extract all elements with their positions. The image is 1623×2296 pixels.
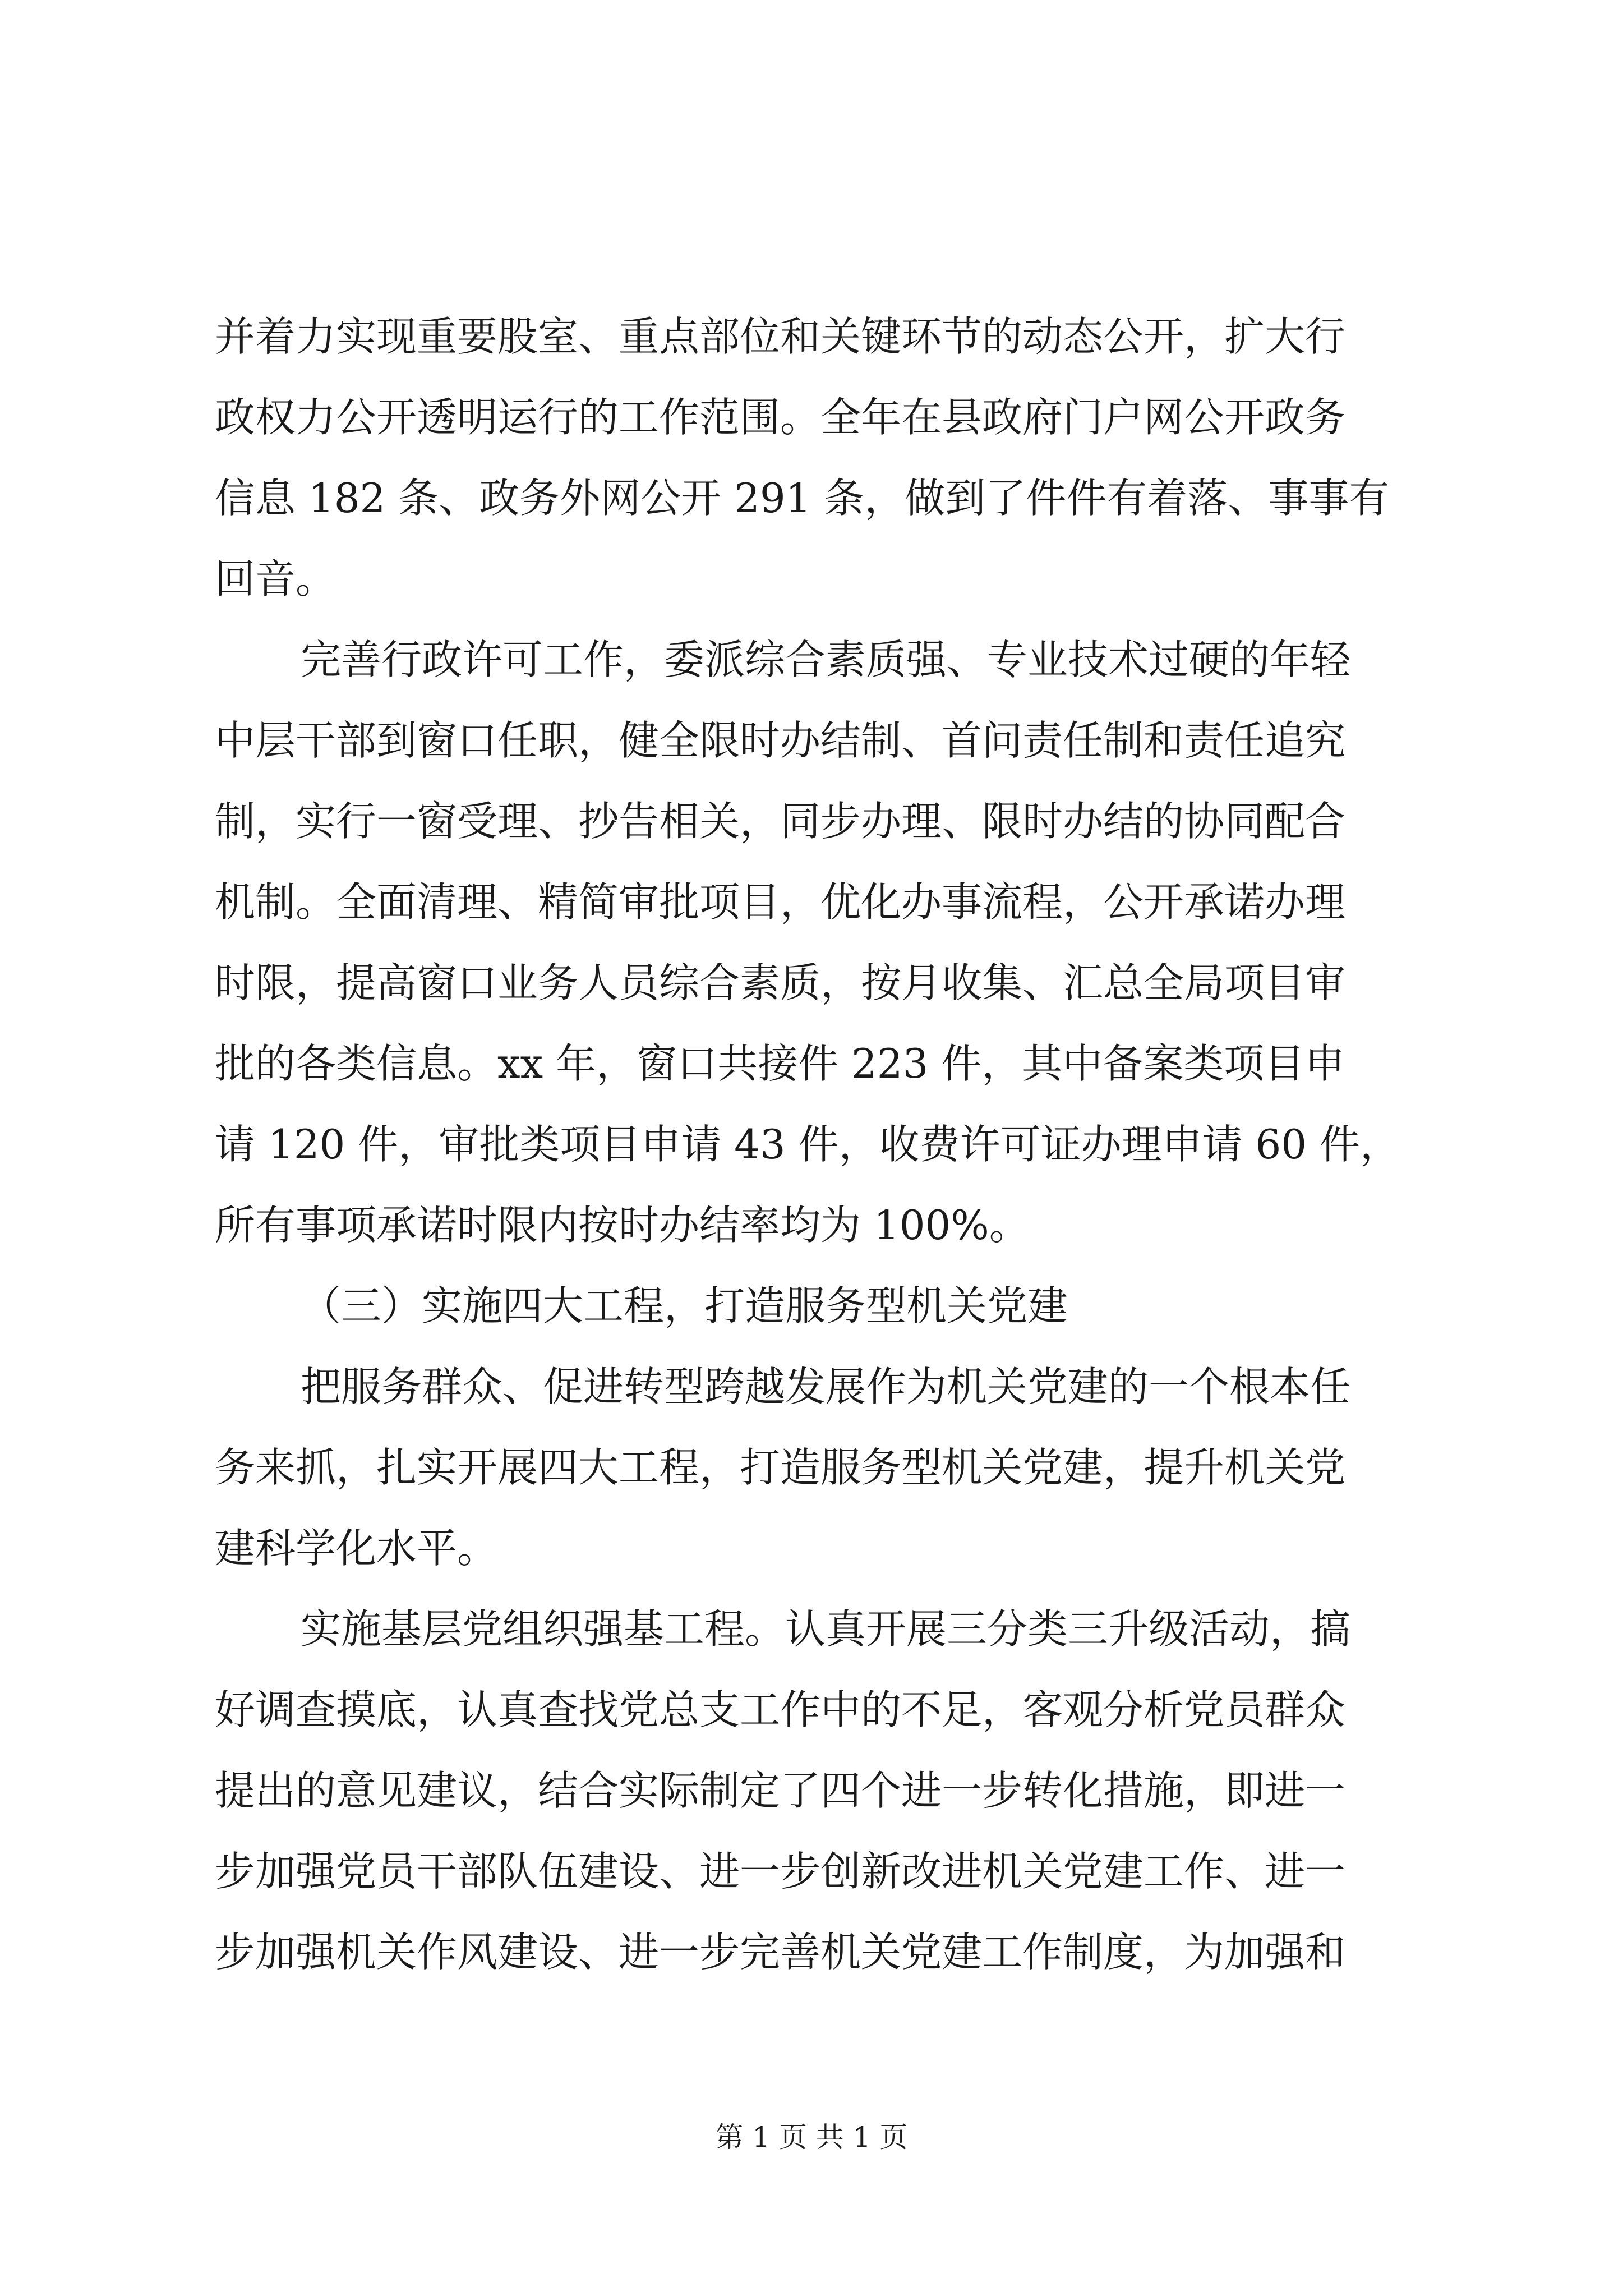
text-line: 政权力公开透明运行的工作范围。全年在县政府门户网公开政务 [215,394,1346,441]
text-line: 提出的意见建议，结合实际制定了四个进一步转化措施，即进一 [215,1767,1346,1814]
text-line: 务来抓，扎实开展四大工程，打造服务型机关党建，提升机关党 [215,1444,1346,1491]
text-line: 并着力实现重要股室、重点部位和关键环节的动态公开，扩大行 [215,313,1346,360]
page-footer: 第 1 页 共 1 页 [715,2121,908,2154]
text-line: 步加强党员干部队伍建设、进一步创新改进机关党建工作、进一 [215,1848,1346,1895]
text-line: 时限，提高窗口业务人员综合素质，按月收集、汇总全局项目审 [215,959,1346,1006]
text-line: 中层干部到窗口任职，健全限时办结制、首问责任制和责任追究 [215,717,1346,764]
text-line: 步加强机关作风建设、进一步完善机关党建工作制度，为加强和 [215,1929,1346,1976]
text-line: 好调查摸底，认真查找党总支工作中的不足，客观分析党员群众 [215,1686,1346,1733]
text-line: 回音。 [215,555,336,602]
text-line: 机制。全面清理、精简审批项目，优化办事流程，公开承诺办理 [215,878,1346,926]
text-line: 建科学化水平。 [215,1525,498,1572]
text-line: 制，实行一窗受理、抄告相关，同步办理、限时办结的协同配合 [215,798,1346,845]
text-line: 实施基层党组织强基工程。认真开展三分类三升级活动，搞 [301,1605,1351,1653]
text-line: 把服务群众、促进转型跨越发展作为机关党建的一个根本任 [301,1363,1351,1410]
text-line: 完善行政许可工作，委派综合素质强、专业技术过硬的年轻 [301,636,1351,683]
text-line: 请 120 件，审批类项目申请 43 件，收费许可证办理申请 60 件， [215,1121,1400,1168]
text-line: 所有事项承诺时限内按时办结率均为 100%。 [215,1202,1030,1249]
section-heading: （三）实施四大工程，打造服务型机关党建 [301,1282,1068,1329]
text-line: 批的各类信息。xx 年，窗口共接件 223 件，其中备案类项目申 [215,1040,1345,1087]
text-line: 信息 182 条、政务外网公开 291 条，做到了件件有着落、事事有 [215,475,1390,522]
